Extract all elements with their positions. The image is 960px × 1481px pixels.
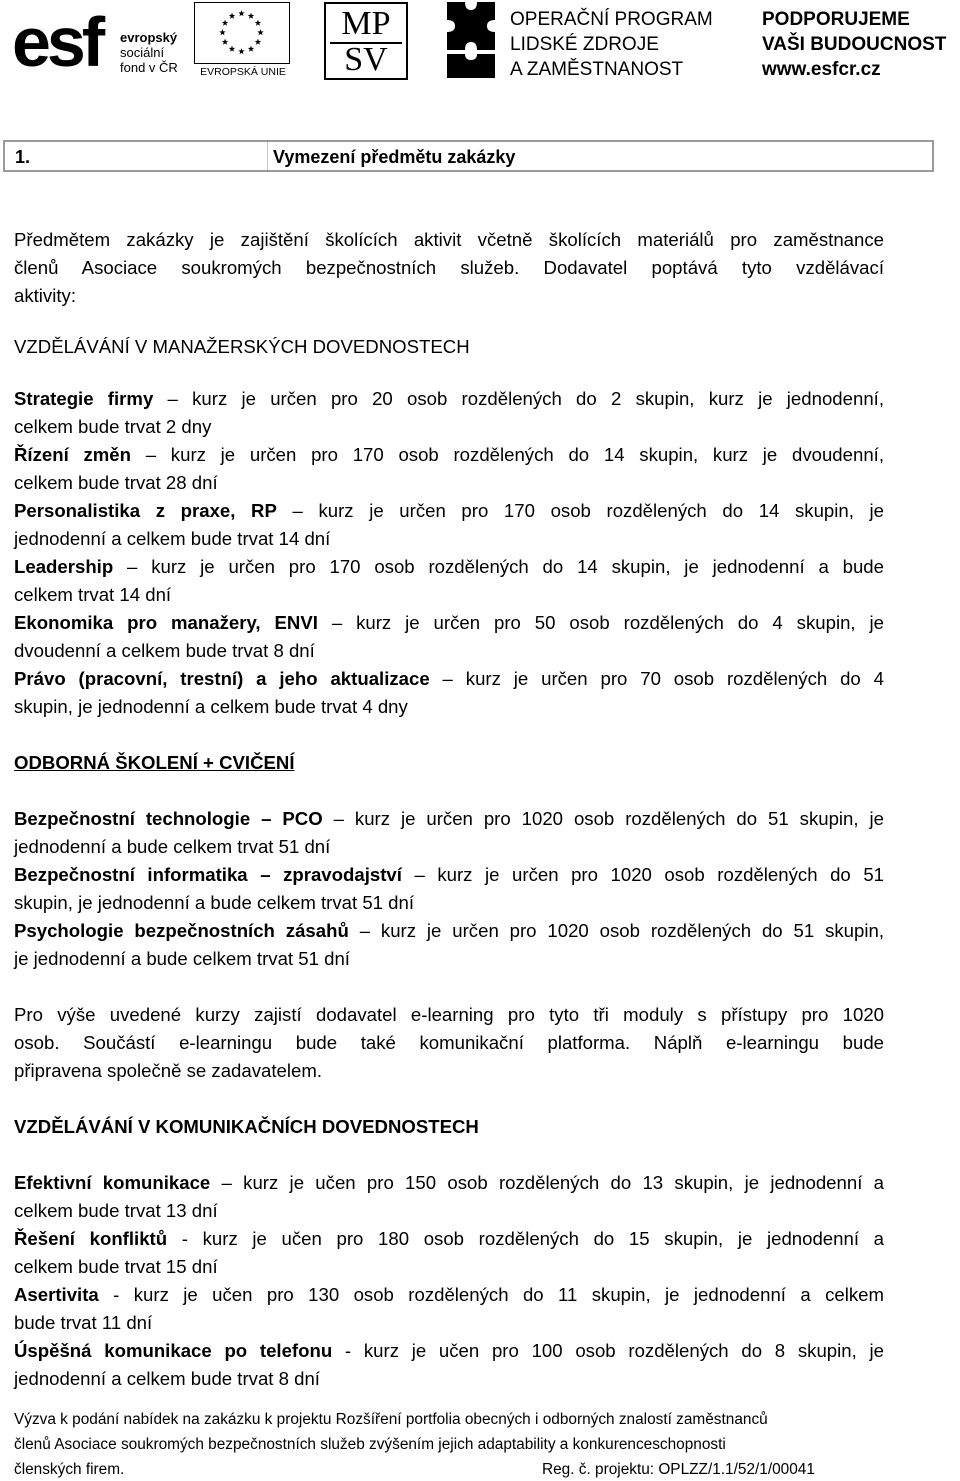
course-telefon-line-2: jednodenní a celkem bude trvat 8 dní — [14, 1368, 320, 1389]
footer-line-1: Výzva k podání nabídek na zakázku k projektu Rozšíření portfolia obecných i odborných znalostí zaměstnanců — [14, 1411, 768, 1428]
mpsv-logo-bottom: SV — [344, 41, 388, 78]
course-name: Úspěšná komunikace po telefonu — [14, 1340, 333, 1361]
footer-line-2: členů Asociace soukromých bezpečnostních služeb zvýšením jejich adaptability a konkurenceschopnosti — [14, 1436, 726, 1453]
course-informatika-line-2: skupin, je jednodenní a bude celkem trvat 51 dní — [14, 892, 415, 913]
program-line-2: LIDSKÉ ZDROJE — [510, 34, 659, 55]
program-line-3: A ZAMĚSTNANOST — [510, 59, 684, 80]
course-leadership-line-2: celkem trvat 14 dní — [14, 584, 172, 605]
course-name: Psychologie bezpečnostních zásahů — [14, 920, 349, 941]
course-name: Bezpečnostní informatika – zpravodajství — [14, 864, 402, 885]
eu-star-icon — [238, 10, 244, 16]
esf-sub-1: evropský — [120, 30, 178, 45]
elearning-note-line-2: osob. Součástí e-learningu bude také komunikační platforma. Náplň e-learningu bude — [14, 1032, 884, 1053]
course-personalistika-line-2: jednodenní a celkem bude trvat 14 dní — [14, 528, 331, 549]
intro-line-1: Předmětem zakázky je zajištění školících aktivit včetně školících materiálů pro zaměstnance — [14, 229, 884, 250]
eu-star-icon — [222, 20, 228, 26]
slogan-line-1: PODPORUJEME — [762, 9, 910, 30]
section-number: 1. — [15, 147, 31, 167]
course-asertivita-line-2: bude trvat 11 dní — [14, 1312, 153, 1333]
course-leadership-line-1: Leadership – kurz je určen pro 170 osob rozdělených do 14 skupin, je jednodenní a bude — [14, 556, 884, 577]
eu-logo-text: EVROPSKÁ UNIE — [200, 66, 286, 78]
course-ekonomika-line-2: dvoudenní a celkem bude trvat 8 dní — [14, 640, 315, 661]
eu-star-icon — [255, 20, 261, 26]
eu-star-icon — [248, 13, 254, 19]
course-name: Ekonomika pro manažery, ENVI — [14, 612, 318, 633]
section-heading — [3, 140, 934, 172]
course-telefon-line-1: Úspěšná komunikace po telefonu - kurz je učen pro 100 osob rozdělených do 8 skupin, je — [14, 1340, 884, 1361]
course-pravo-line-1: Právo (pracovní, trestní) a jeho aktualizace – kurz je určen pro 70 osob rozdělených do 4 — [14, 668, 884, 689]
course-efektivni-line-1: Efektivní komunikace – kurz je učen pro 150 osob rozdělených do 13 skupin, je jednodenní a — [14, 1172, 884, 1193]
course-ekonomika-line-1: Ekonomika pro manažery, ENVI – kurz je určen pro 50 osob rozdělených do 4 skupin, je — [14, 612, 884, 633]
elearning-note-line-1: Pro výše uvedené kurzy zajistí dodavatel e-learning pro tyto tři moduly s přístupy pro 1020 — [14, 1004, 884, 1025]
esf-logo-subtitle — [120, 30, 178, 75]
course-name: Řešení konfliktů — [14, 1228, 168, 1249]
eu-star-icon — [219, 29, 225, 35]
course-name: Leadership — [14, 556, 114, 577]
eu-star-icon — [229, 46, 235, 52]
course-rizeni-line-2: celkem bude trvat 28 dní — [14, 472, 218, 493]
course-strategie-line-1: Strategie firmy – kurz je určen pro 20 osob rozdělených do 2 skupin, kurz je jednodenní, — [14, 388, 884, 409]
esf-logo-letters: esf — [12, 3, 102, 81]
course-efektivni-line-2: celkem bude trvat 13 dní — [14, 1200, 218, 1221]
group2-heading: ODBORNÁ ŠKOLENÍ + CVIČENÍ — [14, 752, 295, 773]
course-strategie-line-2: celkem bude trvat 2 dny — [14, 416, 212, 437]
website-link[interactable]: www.esfcr.cz — [762, 59, 881, 80]
section-divider — [267, 142, 268, 170]
eu-star-icon — [238, 48, 244, 54]
mpsv-logo-top: MP — [341, 5, 391, 42]
mpsv-logo — [324, 2, 408, 80]
course-konflikty-line-2: celkem bude trvat 15 dní — [14, 1256, 218, 1277]
slogan — [762, 7, 946, 82]
course-name: Asertivita — [14, 1284, 99, 1305]
group1-heading: VZDĚLÁVÁNÍ V MANAŽERSKÝCH DOVEDNOSTECH — [14, 336, 470, 357]
eu-flag-icon — [194, 2, 290, 64]
slogan-line-2: VAŠI BUDOUCNOST — [762, 34, 947, 55]
eu-star-icon — [257, 29, 263, 35]
course-personalistika-line-1: Personalistika z praxe, RP – kurz je určen pro 170 osob rozdělených do 14 skupin, je — [14, 500, 885, 521]
intro-line-3: aktivity: — [14, 285, 76, 306]
course-informatika-line-1: Bezpečnostní informatika – zpravodajství – kurz je určen pro 1020 osob rozdělených do 51 — [14, 864, 884, 885]
course-psychologie-line-2: je jednodenní a bude celkem trvat 51 dní — [14, 948, 350, 969]
eu-star-icon — [229, 13, 235, 19]
group3-heading: VZDĚLÁVÁNÍ V KOMUNIKAČNÍCH DOVEDNOSTECH — [14, 1116, 479, 1137]
course-name: Strategie firmy — [14, 388, 154, 409]
course-name: Bezpečnostní technologie – PCO — [14, 808, 323, 829]
course-rizeni-line-1: Řízení změn – kurz je určen pro 170 osob rozdělených do 14 skupin, kurz je dvoudenní, — [14, 444, 884, 465]
program-name — [510, 7, 713, 82]
program-line-1: OPERAČNÍ PROGRAM — [510, 9, 713, 30]
puzzle-icon — [443, 0, 499, 80]
eu-star-icon — [255, 39, 261, 45]
footer-line-3: členských firem. — [14, 1461, 125, 1478]
course-konflikty-line-1: Řešení konfliktů - kurz je učen pro 180 osob rozdělených do 15 skupin, je jednodenní a — [14, 1228, 884, 1249]
section-title: Vymezení předmětu zakázky — [273, 147, 516, 167]
eu-logo — [194, 2, 292, 80]
eu-star-icon — [222, 39, 228, 45]
intro-line-2: členů Asociace soukromých bezpečnostních služeb. Dodavatel poptává tyto vzdělávací — [14, 257, 884, 278]
esf-logo — [12, 4, 184, 80]
course-name: Personalistika z praxe, RP — [14, 500, 277, 521]
course-name: Právo (pracovní, trestní) a jeho aktualizace — [14, 668, 430, 689]
course-pco-line-1: Bezpečnostní technologie – PCO – kurz je určen pro 1020 osob rozdělených do 51 skupin, je — [14, 808, 884, 829]
course-asertivita-line-1: Asertivita - kurz je učen pro 130 osob rozdělených do 11 skupin, je jednodenní a celkem — [14, 1284, 884, 1305]
esf-sub-2: sociální — [120, 45, 165, 60]
course-name: Efektivní komunikace — [14, 1172, 211, 1193]
elearning-note-line-3: připravena společně se zadavatelem. — [14, 1060, 323, 1081]
course-pco-line-2: jednodenní a bude celkem trvat 51 dní — [14, 836, 331, 857]
course-psychologie-line-1: Psychologie bezpečnostních zásahů – kurz je určen pro 1020 osob rozdělených do 51 skupin, — [14, 920, 884, 941]
eu-star-icon — [248, 46, 254, 52]
esf-sub-3: fond v ČR — [120, 60, 178, 75]
course-pravo-line-2: skupin, je jednodenní a celkem bude trvat 4 dny — [14, 696, 408, 717]
project-reg-number: Reg. č. projektu: OPLZZ/1.1/52/1/00041 — [542, 1461, 815, 1478]
course-name: Řízení změn — [14, 444, 132, 465]
